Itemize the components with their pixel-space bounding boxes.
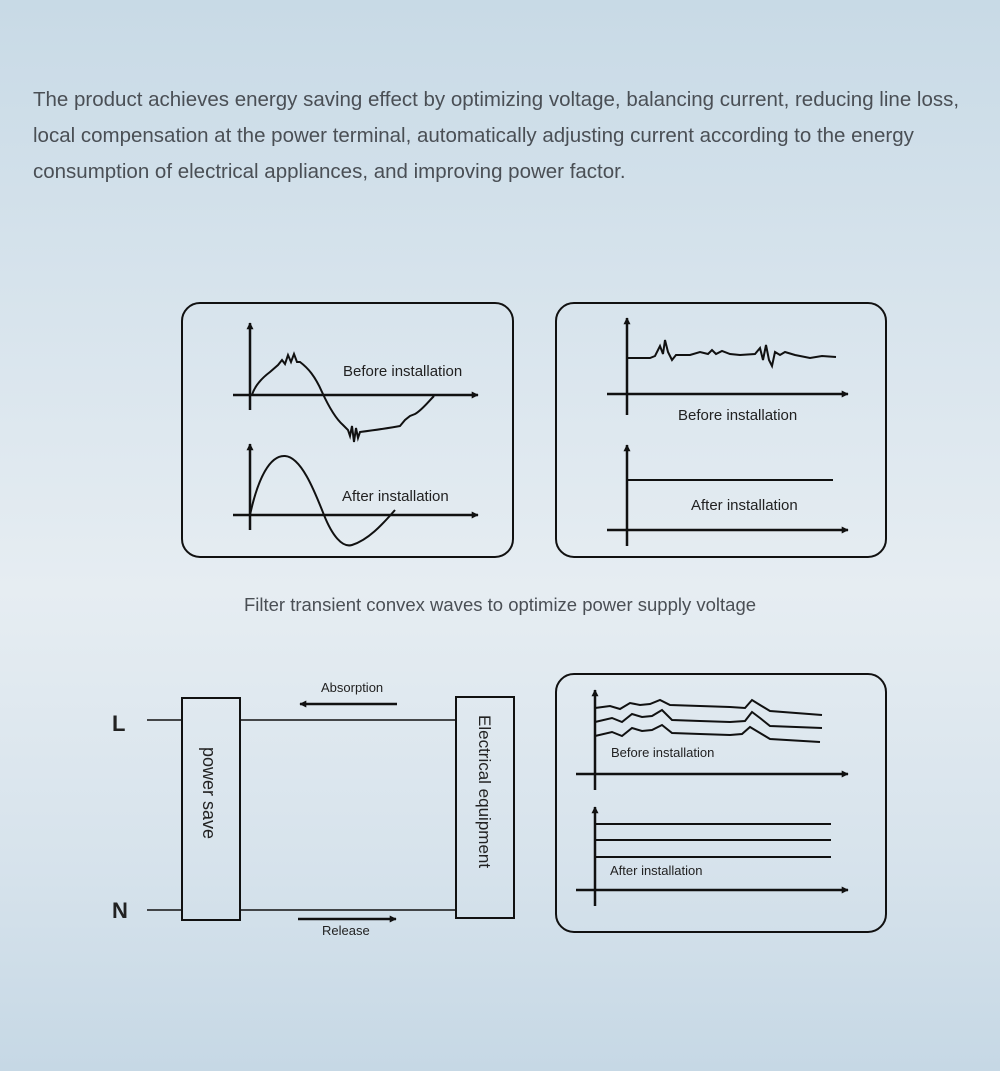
panel-frame [556,674,886,932]
intro-paragraph: The product achieves energy saving effect by optimizing voltage, balancing current, reducing line loss, local compensation at the power terminal, automatically adjusting current according to the energy consumption of electrical appliances, and improving power factor. [33,88,960,183]
circuit-diagram [112,680,514,938]
absorption-label: Absorption [321,680,384,695]
power-saver-label: power save [199,747,219,840]
after-label: After installation [691,497,798,514]
neutral-terminal-label: N [112,898,128,923]
panel-flat-voltage [556,303,886,557]
panel-caption: Filter transient convex waves to optimize power supply voltage [243,594,757,615]
before-label: Before installation [343,363,463,380]
equipment-label: Electrical equipment [475,715,494,869]
panel-three-phase [556,674,886,932]
before-label: Before installation [611,745,715,760]
release-label: Release [322,923,370,938]
panel-frame [556,303,886,557]
phase-line-1 [595,700,822,715]
panel-sine-wave [182,303,513,557]
before-label: Before installation [678,407,798,424]
noisy-voltage-line [627,340,836,366]
after-label: After installation [342,488,449,505]
line-terminal-label: L [112,711,126,736]
after-label: After installation [610,863,703,878]
